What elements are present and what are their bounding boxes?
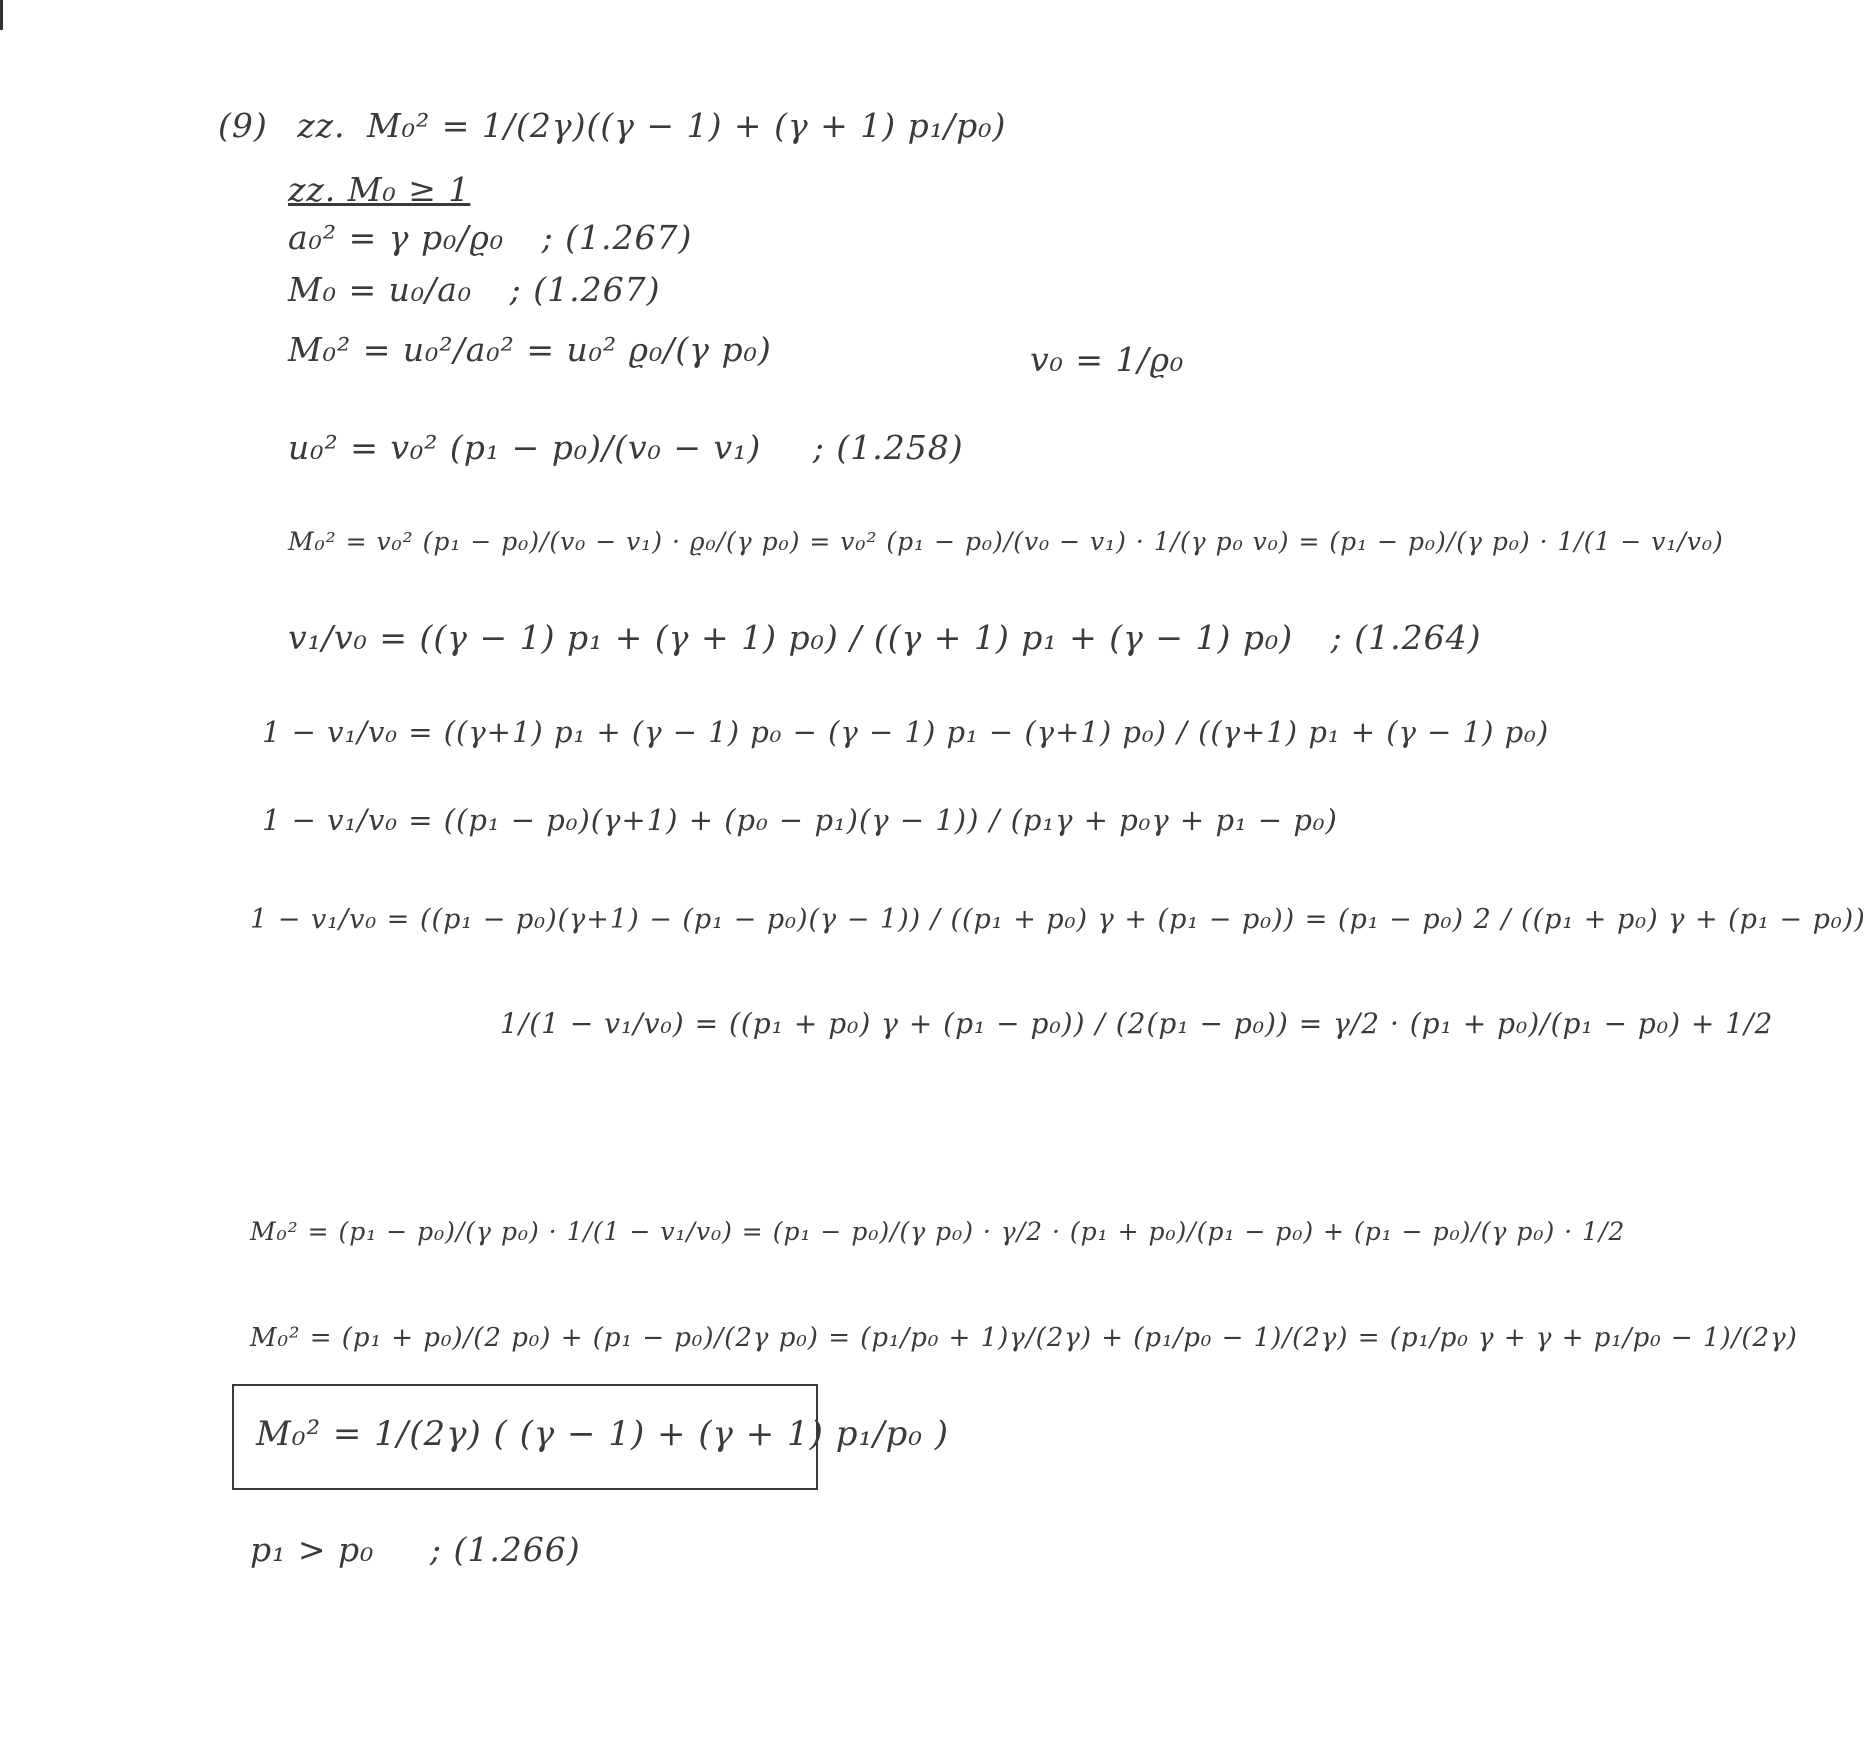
- step-2: 1 − v₁/v₀ = ((p₁ − p₀)(γ+1) + (p₀ − p₁)(γ − 1)) / (p₁γ + p₀γ + p₁ − p₀): [262, 803, 1338, 837]
- step-4: 1/(1 − v₁/v₀) = ((p₁ + p₀) γ + (p₁ − p₀)) / (2(p₁ − p₀)) = γ/2 · (p₁ + p₀)/(p₁ − p₀) + 1/2: [500, 1007, 1774, 1040]
- volume-ratio-ref: ; (1.264): [1330, 618, 1482, 657]
- show-prefix: zz.: [297, 106, 346, 145]
- claim-formula: M₀² = 1/(2γ)((γ − 1) + (γ + 1) p₁/p₀): [367, 106, 1007, 145]
- sound-speed-ref: ; (1.267): [541, 218, 693, 257]
- condition-line: [250, 1530, 581, 1570]
- boxed-result: M₀² = 1/(2γ) ( (γ − 1) + (γ + 1) p₁/p₀ ): [256, 1414, 950, 1454]
- condition-text: p₁ > p₀: [250, 1530, 375, 1569]
- mach-def-ref: ; (1.267): [509, 270, 661, 309]
- mach-squared-line: M₀² = u₀²/a₀² = u₀² ϱ₀/(γ p₀): [288, 330, 772, 369]
- volume-ratio-line: [288, 618, 1481, 658]
- velocity-formula: u₀² = v₀² (p₁ − p₀)/(v₀ − v₁): [288, 428, 762, 467]
- velocity-ref: ; (1.258): [812, 428, 964, 467]
- step-6: M₀² = (p₁ + p₀)/(2 p₀) + (p₁ − p₀)/(2γ p₀) = (p₁/p₀ + 1)γ/(2γ) + (p₁/p₀ − 1)/(2γ) = (p₁/p₀ γ + γ + p₁/p₀ − 1)/(2γ): [250, 1323, 1798, 1353]
- subclaim: zz. M₀ ≥ 1: [288, 170, 471, 209]
- sound-speed-line: [288, 218, 692, 258]
- step-5: M₀² = (p₁ − p₀)/(γ p₀) · 1/(1 − v₁/v₀) = (p₁ − p₀)/(γ p₀) · γ/2 · (p₁ + p₀)/(p₁ − p₀) + (p₁ − p₀)/(γ p₀) · 1/2: [250, 1217, 1626, 1246]
- sound-speed-formula: a₀² = γ p₀/ϱ₀: [288, 218, 505, 257]
- mach-def-formula: M₀ = u₀/a₀: [288, 270, 473, 309]
- scan-edge-mark: [0, 0, 3, 30]
- problem-header: [218, 106, 1006, 146]
- mach-substitution: M₀² = v₀² (p₁ − p₀)/(v₀ − v₁) · ϱ₀/(γ p₀) = v₀² (p₁ − p₀)/(v₀ − v₁) · 1/(γ p₀ v₀) = (p₁ − p₀)/(γ p₀) · 1/(1 − v₁/v₀): [288, 527, 1724, 556]
- mach-def-line: [288, 270, 661, 310]
- problem-number: (9): [218, 106, 268, 145]
- velocity-line: [288, 428, 964, 468]
- step-3: 1 − v₁/v₀ = ((p₁ − p₀)(γ+1) − (p₁ − p₀)(γ − 1)) / ((p₁ + p₀) γ + (p₁ − p₀)) = (p₁ − p₀) 2 / ((p₁ + p₀) γ + (p₁ − p₀)): [250, 904, 1866, 935]
- specific-volume-def: v₀ = 1/ϱ₀: [1030, 340, 1185, 379]
- condition-ref: ; (1.266): [429, 1530, 581, 1569]
- step-1: 1 − v₁/v₀ = ((γ+1) p₁ + (γ − 1) p₀ − (γ − 1) p₁ − (γ+1) p₀) / ((γ+1) p₁ + (γ − 1) p₀): [262, 715, 1550, 749]
- volume-ratio-formula: v₁/v₀ = ((γ − 1) p₁ + (γ + 1) p₀) / ((γ + 1) p₁ + (γ − 1) p₀): [288, 618, 1294, 657]
